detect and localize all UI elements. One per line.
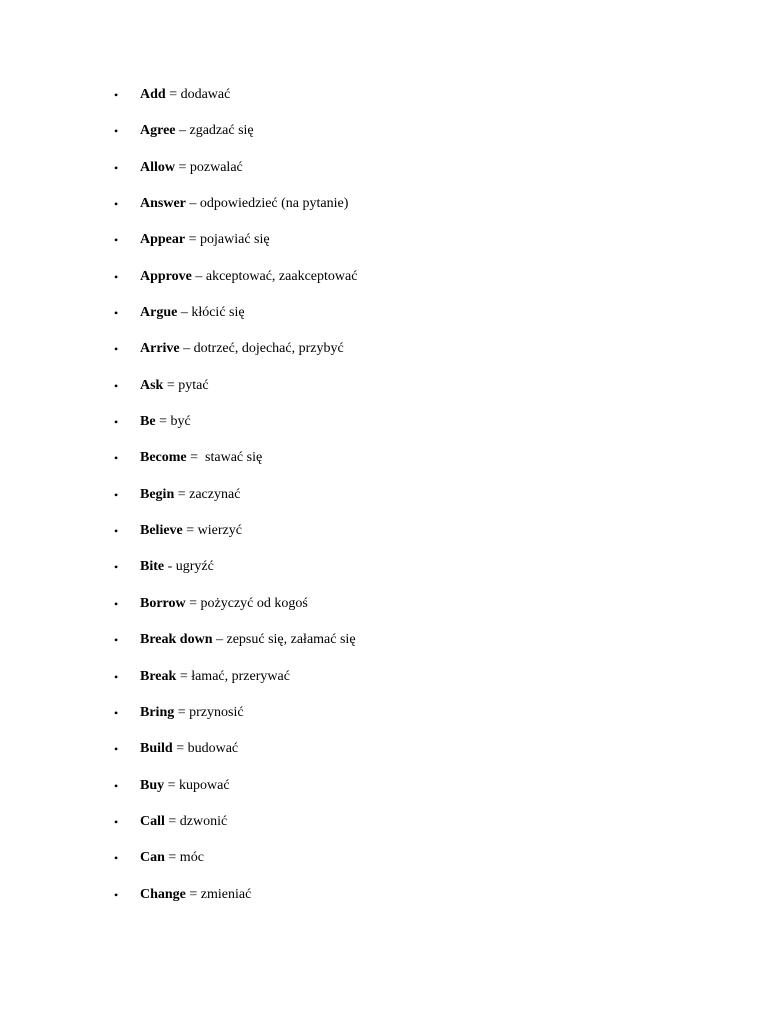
term-translation: = przynosić	[174, 704, 244, 720]
term-translation: = zaczynać	[174, 486, 241, 502]
term-english: Be	[140, 414, 156, 430]
term-translation: = pożyczyć od kogoś	[185, 595, 308, 611]
bullet-icon: •	[114, 814, 119, 829]
bullet-icon: •	[114, 524, 119, 539]
list-item	[112, 302, 712, 338]
list-item	[112, 556, 712, 592]
term-translation: = móc	[164, 850, 204, 866]
term-translation: – akceptować, zaakceptować	[191, 268, 358, 284]
list-item	[112, 84, 712, 120]
bullet-icon: •	[114, 742, 119, 757]
bullet-icon: •	[114, 596, 119, 611]
list-item	[112, 629, 712, 665]
list-item	[112, 411, 712, 447]
list-item	[112, 375, 712, 411]
term-translation: – zepsuć się, załamać się	[212, 632, 356, 648]
bullet-icon: •	[114, 851, 119, 866]
term-translation: = wierzyć	[182, 523, 242, 539]
term-english: Agree	[140, 123, 176, 139]
term-english: Begin	[140, 486, 175, 502]
bullet-icon: •	[114, 342, 119, 357]
term-english: Call	[140, 813, 165, 829]
bullet-icon: •	[114, 124, 119, 139]
term-english: Become	[140, 450, 187, 466]
term-translation: = być	[155, 414, 191, 430]
term-english: Break	[140, 668, 177, 684]
term-translation: = dzwonić	[164, 813, 228, 829]
list-item	[112, 193, 712, 229]
term-english: Believe	[140, 523, 183, 539]
vocabulary-list	[112, 84, 712, 920]
list-item	[112, 666, 712, 702]
term-translation: = kupować	[164, 777, 230, 793]
term-english: Argue	[140, 305, 178, 321]
bullet-icon: •	[114, 233, 119, 248]
list-item	[112, 738, 712, 774]
term-english: Bring	[140, 704, 175, 720]
bullet-icon: •	[114, 197, 119, 212]
bullet-icon: •	[114, 451, 119, 466]
list-item	[112, 338, 712, 374]
term-english: Allow	[140, 159, 175, 175]
term-english: Buy	[140, 777, 165, 793]
term-english: Appear	[140, 232, 186, 248]
list-item	[112, 229, 712, 265]
term-english: Answer	[140, 196, 186, 212]
list-item	[112, 157, 712, 193]
list-item	[112, 120, 712, 156]
bullet-icon: •	[114, 415, 119, 430]
list-item	[112, 775, 712, 811]
term-translation: = pozwalać	[175, 159, 243, 175]
list-item	[112, 811, 712, 847]
term-translation: = łamać, przerywać	[176, 668, 290, 684]
term-english: Can	[140, 850, 165, 866]
bullet-icon: •	[114, 705, 119, 720]
term-translation: = stawać się	[186, 450, 263, 466]
bullet-icon: •	[114, 306, 119, 321]
list-item	[112, 447, 712, 483]
term-english: Borrow	[140, 595, 186, 611]
term-translation: = zmieniać	[185, 886, 252, 902]
term-english: Approve	[140, 268, 192, 284]
bullet-icon: •	[114, 487, 119, 502]
bullet-icon: •	[114, 633, 119, 648]
term-translation: = dodawać	[165, 87, 231, 102]
term-translation: – dotrzeć, dojechać, przybyć	[179, 341, 344, 357]
term-translation: = pojawiać się	[185, 232, 270, 248]
term-translation: = budować	[172, 741, 239, 757]
list-item	[112, 884, 712, 920]
list-item	[112, 593, 712, 629]
bullet-icon: •	[114, 269, 119, 284]
bullet-icon: •	[114, 887, 119, 902]
list-item	[112, 266, 712, 302]
term-translation: – odpowiedzieć (na pytanie)	[185, 196, 349, 212]
term-english: Change	[140, 886, 186, 902]
bullet-icon: •	[114, 669, 119, 684]
list-item	[112, 520, 712, 556]
term-english: Add	[140, 87, 166, 102]
term-english: Build	[140, 741, 173, 757]
list-item	[112, 484, 712, 520]
term-english: Arrive	[140, 341, 180, 357]
term-translation: = pytać	[163, 377, 209, 393]
bullet-icon: •	[114, 160, 119, 175]
bullet-icon: •	[114, 778, 119, 793]
list-item	[112, 702, 712, 738]
bullet-icon: •	[114, 378, 119, 393]
term-english: Break down	[140, 632, 213, 648]
term-translation: – kłócić się	[177, 305, 245, 321]
list-item	[112, 847, 712, 883]
term-english: Bite	[140, 559, 165, 575]
term-translation: - ugryźć	[164, 559, 214, 575]
bullet-icon: •	[114, 560, 119, 575]
term-translation: – zgadzać się	[175, 123, 254, 139]
term-english: Ask	[140, 377, 164, 393]
bullet-icon: •	[114, 88, 119, 102]
